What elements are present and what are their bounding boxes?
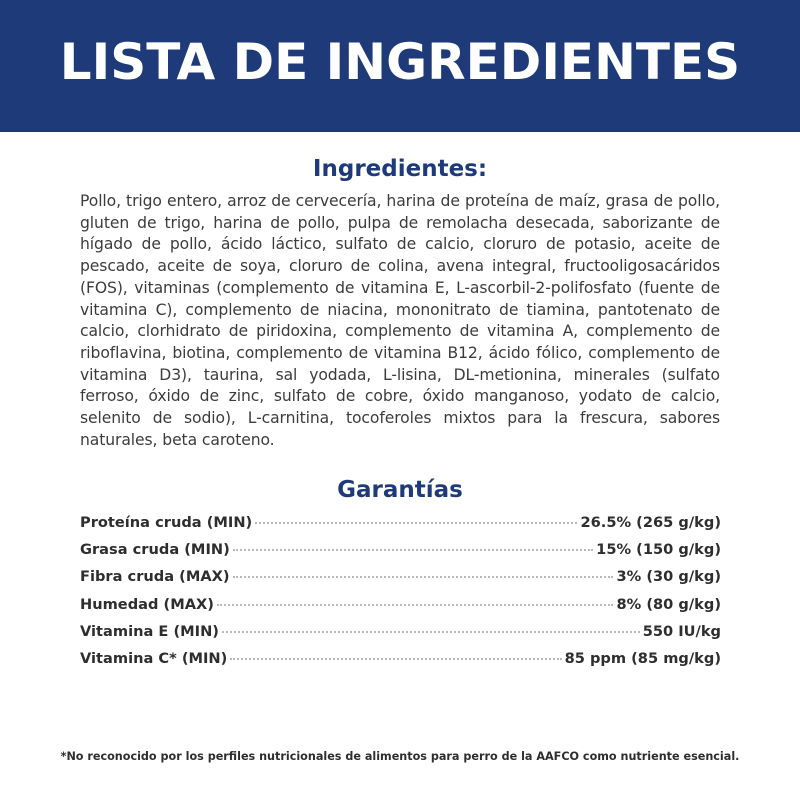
dot-leader: [233, 549, 593, 551]
guarantee-row-moisture: [80, 596, 721, 623]
guarantee-value: 85 ppm (85 mg/kg): [564, 649, 721, 667]
guarantee-label: Grasa cruda (MIN): [80, 541, 230, 559]
ingredients-text: Pollo, trigo entero, arroz de cervecería, harina de proteína de maíz, grasa de pollo, gluten de trigo, harina de pollo, pulpa de remolacha desecada, saborizante de hígado de pollo, ácido láctico, sulfato de calcio, cloruro de potasio, aceite de pescado, aceite de soya, cloruro de colina, avena integral, fructooligosacáridos (FOS), vitaminas (complemento de vitamina E, L-ascorbil-2-polifosfato (fuente de vitamina C), complemento de niacina, mononitrato de tiamina, pantotenato de calcio, clorhidrato de piridoxina, complemento de vitamina A, complemento de riboflavina, biotina, complemento de vitamina B12, ácido fólico, complemento de vitamina D3), taurina, sal yodada, L-lisina, DL-metionina, minerales (sulfato ferroso, óxido de zinc, sulfato de cobre, óxido manganoso, yodato de calcio, selenito de sodio), L-carnitina, tocoferoles mixtos para la frescura, sabores naturales, beta caroteno.: [80, 192, 720, 449]
guarantee-row-fiber: [80, 568, 721, 595]
guarantee-label: Vitamina E (MIN): [80, 622, 219, 640]
guarantee-value: 3% (30 g/kg): [616, 568, 721, 586]
guarantee-row-fat: [80, 541, 721, 568]
page-title: LISTA DE INGREDIENTES: [59, 33, 741, 91]
dot-leader: [255, 522, 577, 524]
guarantee-row-vitamin-c: [80, 650, 721, 677]
dot-leader: [230, 658, 561, 660]
dot-leader: [217, 604, 614, 606]
ingredients-heading: Ingredientes:: [312, 156, 488, 182]
guarantee-label: Proteína cruda (MIN): [80, 514, 253, 531]
dot-leader: [233, 576, 614, 578]
dot-leader: [222, 631, 640, 633]
guarantee-row-protein: [80, 514, 721, 541]
guarantees-list: [80, 514, 721, 677]
guarantee-value: 8% (80 g/kg): [616, 595, 721, 613]
title-banner: [0, 0, 800, 132]
footnote: *No reconocido por los perfiles nutricionales de alimentos para perro de la AAFCO como nutriente esencial.: [60, 750, 740, 763]
guarantees-heading: Garantías: [337, 477, 463, 503]
guarantee-label: Vitamina C* (MIN): [80, 649, 228, 667]
guarantee-value: 550 IU/kg: [642, 622, 721, 640]
guarantee-value: 15% (150 g/kg): [596, 541, 721, 559]
guarantee-label: Fibra cruda (MAX): [80, 568, 230, 586]
guarantee-value: 26.5% (265 g/kg): [580, 514, 721, 531]
guarantee-label: Humedad (MAX): [80, 595, 214, 613]
guarantee-row-vitamin-e: [80, 623, 721, 650]
